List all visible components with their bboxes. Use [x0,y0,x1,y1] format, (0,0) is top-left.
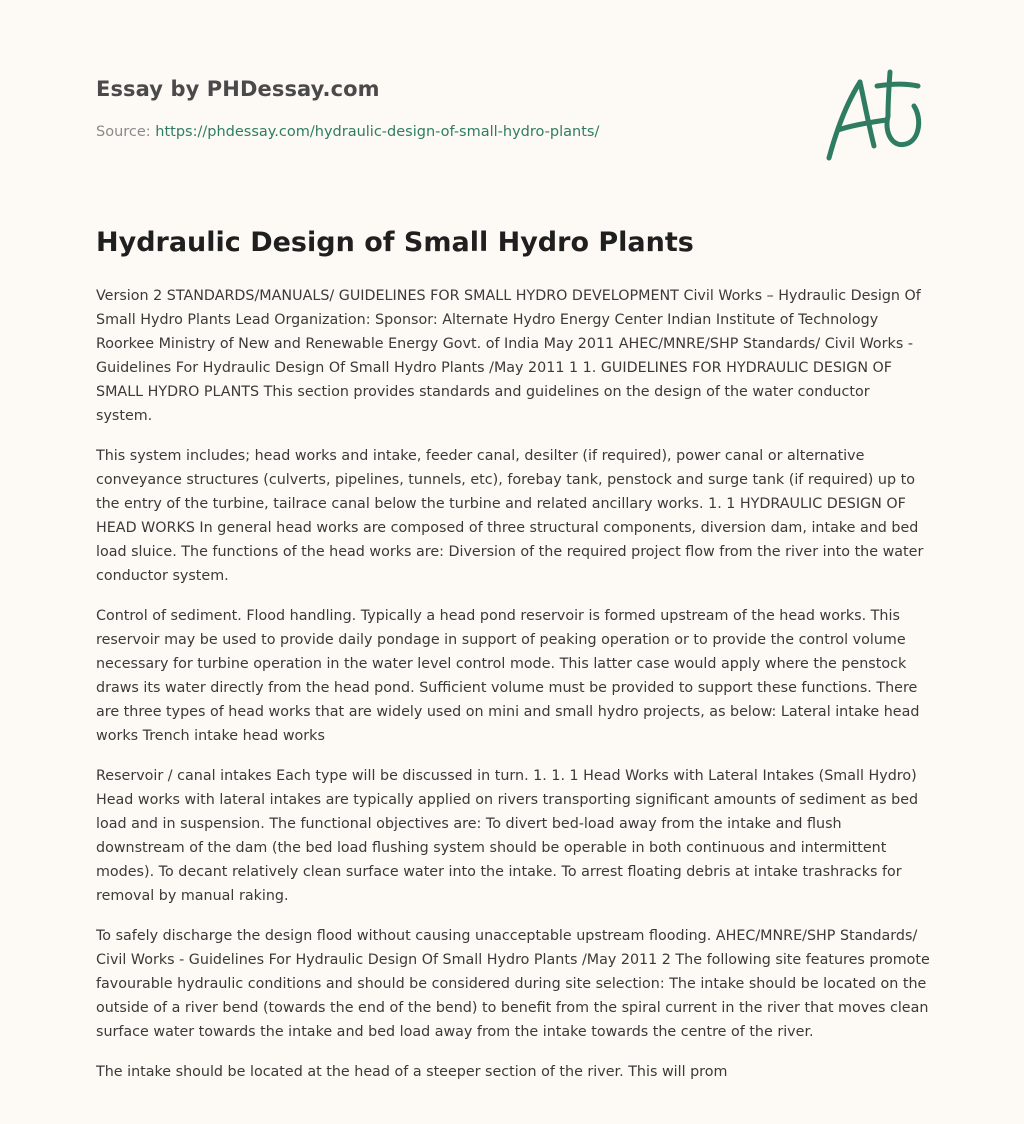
essay-paragraph: Version 2 STANDARDS/MANUALS/ GUIDELINES FOR SMALL HYDRO DEVELOPMENT Civil Works – Hydraulic Design Of Small Hydro Plants Lead Organization: Sponsor: Alternate Hydro Energy Center Indian Institute of Technology Roorkee Ministry of New and Renewable Energy Govt. of India May 2011 AHEC/MNRE/SHP Standards/ Civil Works - Guidelines For Hydraulic Design Of Small Hydro Plants /May 2011 1 1. GUIDELINES FOR HYDRAULIC DESIGN OF SMALL HYDRO PLANTS This section provides standards and guidelines on the design of the water conductor system. [96,288,921,424]
essay-paragraph: To safely discharge the design flood without causing unacceptable upstream flooding. AHEC/MNRE/SHP Standards/ Civil Works - Guidelines For Hydraulic Design Of Small Hydro Plants /May 2011 2 The following site features promote favourable hydraulic conditions and should be considered during site selection: The intake should be located on the outside of a river bend (towards the end of the bend) to benefit from the spiral current in the river that moves clean surface water towards the intake and bed load away from the intake towards the centre of the river. [96,928,930,1040]
essay-body [96,284,930,1100]
essay-paragraph: The intake should be located at the head of a steeper section of the river. This will prom [96,1064,728,1080]
essay-paragraph: Reservoir / canal intakes Each type will be discussed in turn. 1. 1. 1 Head Works with Lateral Intakes (Small Hydro) Head works with lateral intakes are typically applied on rivers transporting significant amounts of sediment as bed load and in suspension. The functional objectives are: To divert bed-load away from the intake and flush downstream of the dam (the bed load flushing system should be operable in both continuous and intermittent modes). To decant relatively clean surface water into the intake. To arrest floating debris at intake trashracks for removal by manual raking. [96,768,919,904]
source-link[interactable]: https://phdessay.com/hydraulic-design-of-small-hydro-plants/ [155,124,600,140]
essay-paragraph: This system includes; head works and intake, feeder canal, desilter (if required), power canal or alternative conveyance structures (culverts, pipelines, tunnels, etc), forebay tank, penstock and surge tank (if required) up to the entry of the turbine, tailrace canal below the turbine and related ancillary works. 1. 1 HYDRAULIC DESIGN OF HEAD WORKS In general head works are composed of three structural components, diversion dam, intake and bed load sluice. The functions of the head works are: Diversion of the required project flow from the river into the water conductor system. [96,448,924,584]
site-title: Essay by PHDessay.com [96,77,380,101]
source-label: Source: [96,124,156,140]
source-line [96,124,599,140]
essay-paragraph: Control of sediment. Flood handling. Typically a head pond reservoir is formed upstream of the head works. This reservoir may be used to provide daily pondage in support of peaking operation or to provide the control volume necessary for turbine operation in the water level control mode. This latter case would apply where the penstock draws its water directly from the head pond. Sufficient volume must be provided to support these functions. There are three types of head works that are widely used on mini and small hydro projects, as below: Lateral intake head works Trench intake head works [96,608,920,744]
essay-title: Hydraulic Design of Small Hydro Plants [96,227,694,258]
a-plus-logo-icon [822,66,932,166]
